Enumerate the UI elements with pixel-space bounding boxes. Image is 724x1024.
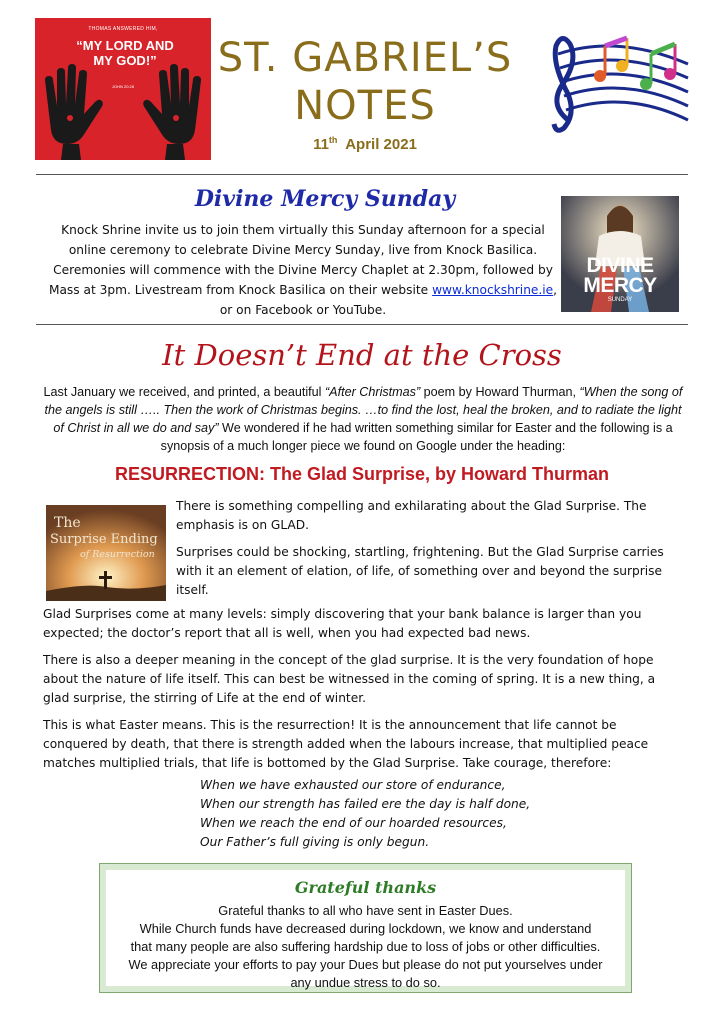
- header-divider: [36, 174, 688, 175]
- resurrection-paragraph-1: There is something compelling and exhilarating about the Glad Surprise. The emphasis is on GLAD.: [176, 499, 647, 532]
- divine-mercy-text-start: Knock Shrine invite us to join them virtually this Sunday afternoon for a special online ceremony to celebrate Divine Mercy Sunday, live from Knock Basilica. Ceremonies will commence with the Divine Mercy Chaplet at 2.30pm, followed by Mass at 3pm. Livestream from Knock Basilica on their website: [48, 223, 553, 297]
- poem-line: Our Father’s full giving is only begun.: [200, 835, 430, 849]
- section-divider: [36, 324, 688, 325]
- cross-intro-part-1: Last January we received, and printed, a beautiful: [43, 385, 325, 399]
- grateful-line: Grateful thanks to all who have sent in Easter Dues.: [218, 903, 513, 918]
- surprise-ending-image: [46, 505, 166, 601]
- poem-verse: [200, 776, 600, 852]
- date-rest: April 2021: [345, 136, 417, 153]
- music-staff-icon: [538, 24, 696, 144]
- surprise-image-line-3: of Resurrection: [80, 549, 155, 560]
- grateful-thanks-text: [112, 902, 619, 992]
- resurrection-paragraph-5: This is what Easter means. This is the resurrection! It is the announcement that life cannot be conquered by death, that there is strength added when the labours increase, that multiplied peace matches multiplied trials, that life is bottomed by the Glad Surprise. Take courage, therefore:: [43, 718, 649, 770]
- grateful-line: While Church funds have decreased during lockdown, we know and understand: [139, 921, 592, 936]
- resurrection-body: [43, 605, 685, 781]
- resurrection-heading: RESURRECTION: The Glad Surprise, by Howard Thurman: [114, 464, 610, 484]
- resurrection-paragraph-3: Glad Surprises come at many levels: simply discovering that your bank balance is larger than you expected; the doctor’s report that all is well, when you had expected bad news.: [43, 607, 642, 640]
- grateful-thanks-inner: [106, 870, 625, 990]
- grateful-line: We appreciate your efforts to pay your Dues but please do not put yourselves under: [128, 957, 603, 972]
- divine-mercy-image: [561, 196, 679, 312]
- knock-shrine-link[interactable]: www.knockshrine.ie: [432, 283, 554, 297]
- divine-mercy-text-end: , or on Facebook or YouTube.: [219, 283, 558, 317]
- resurrection-paragraph-2: Surprises could be shocking, startling, frightening. But the Glad Surprise carries with it an element of elation, of life, of something over and beyond the surprise itself.: [176, 545, 664, 597]
- after-christmas-quote: “When the song of the angels is still ….. Then the work of Christmas begins. …to find the lost, heal the broken, and to radiate the light of Christ in all we do and say”: [44, 385, 683, 435]
- cross-intro: [42, 383, 684, 455]
- cross-intro-part-3: We wondered if he had written something similar for Easter and the following is a synopsis of a much longer piece we found on Google under the heading:: [160, 421, 673, 453]
- divine-mercy-text: [48, 220, 558, 320]
- divine-mercy-heading: Divine Mercy Sunday: [194, 186, 456, 212]
- image-word-divine: DIVINE: [586, 254, 654, 277]
- grateful-thanks-heading: Grateful thanks: [294, 878, 437, 897]
- date-suffix: th: [328, 135, 338, 145]
- poem-line: When our strength has failed ere the day is half done,: [200, 797, 531, 811]
- hands-small-caption: THOMAS ANSWERED HIM,: [88, 26, 158, 32]
- surprise-image-line-1: The: [54, 515, 81, 531]
- after-christmas-title: “After Christmas”: [324, 385, 421, 399]
- poem-line: When we have exhausted our store of endurance,: [200, 778, 506, 792]
- grateful-line: that many people are also suffering hardship due to loss of jobs or other difficulties.: [130, 939, 601, 954]
- cross-intro-part-2: poem by Howard Thurman,: [420, 385, 580, 399]
- hands-quote: “MY LORD AND MY GOD!”: [76, 38, 174, 68]
- poem-line: When we reach the end of our hoarded resources,: [200, 816, 507, 830]
- divine-mercy-image-words: [561, 256, 679, 296]
- title-line-1: ST. GABRIEL’S: [217, 35, 513, 81]
- grateful-thanks-box: [99, 863, 632, 993]
- date-day: 11: [313, 136, 329, 153]
- image-word-sunday: SUNDAY: [607, 297, 633, 303]
- issue-date: [215, 135, 515, 153]
- newsletter-title: [215, 34, 515, 130]
- title-line-2: NOTES: [294, 83, 436, 129]
- surprise-image-line-2: Surprise Ending: [50, 532, 158, 547]
- hands-reference: JOHN 20:28: [111, 84, 134, 89]
- my-lord-and-my-god-image: [35, 18, 211, 160]
- resurrection-intro: [176, 497, 684, 608]
- image-word-mercy: MERCY: [583, 274, 657, 297]
- grateful-line: any undue stress to do so.: [290, 975, 441, 990]
- cross-heading: It Doesn’t End at the Cross: [162, 338, 562, 372]
- resurrection-paragraph-4: There is also a deeper meaning in the concept of the glad surprise. It is the very foundation of hope about the nature of life itself. This can best be witnessed in the coming of spring. It is a new thing, a glad surprise, the stirring of Life at the end of winter.: [43, 653, 656, 705]
